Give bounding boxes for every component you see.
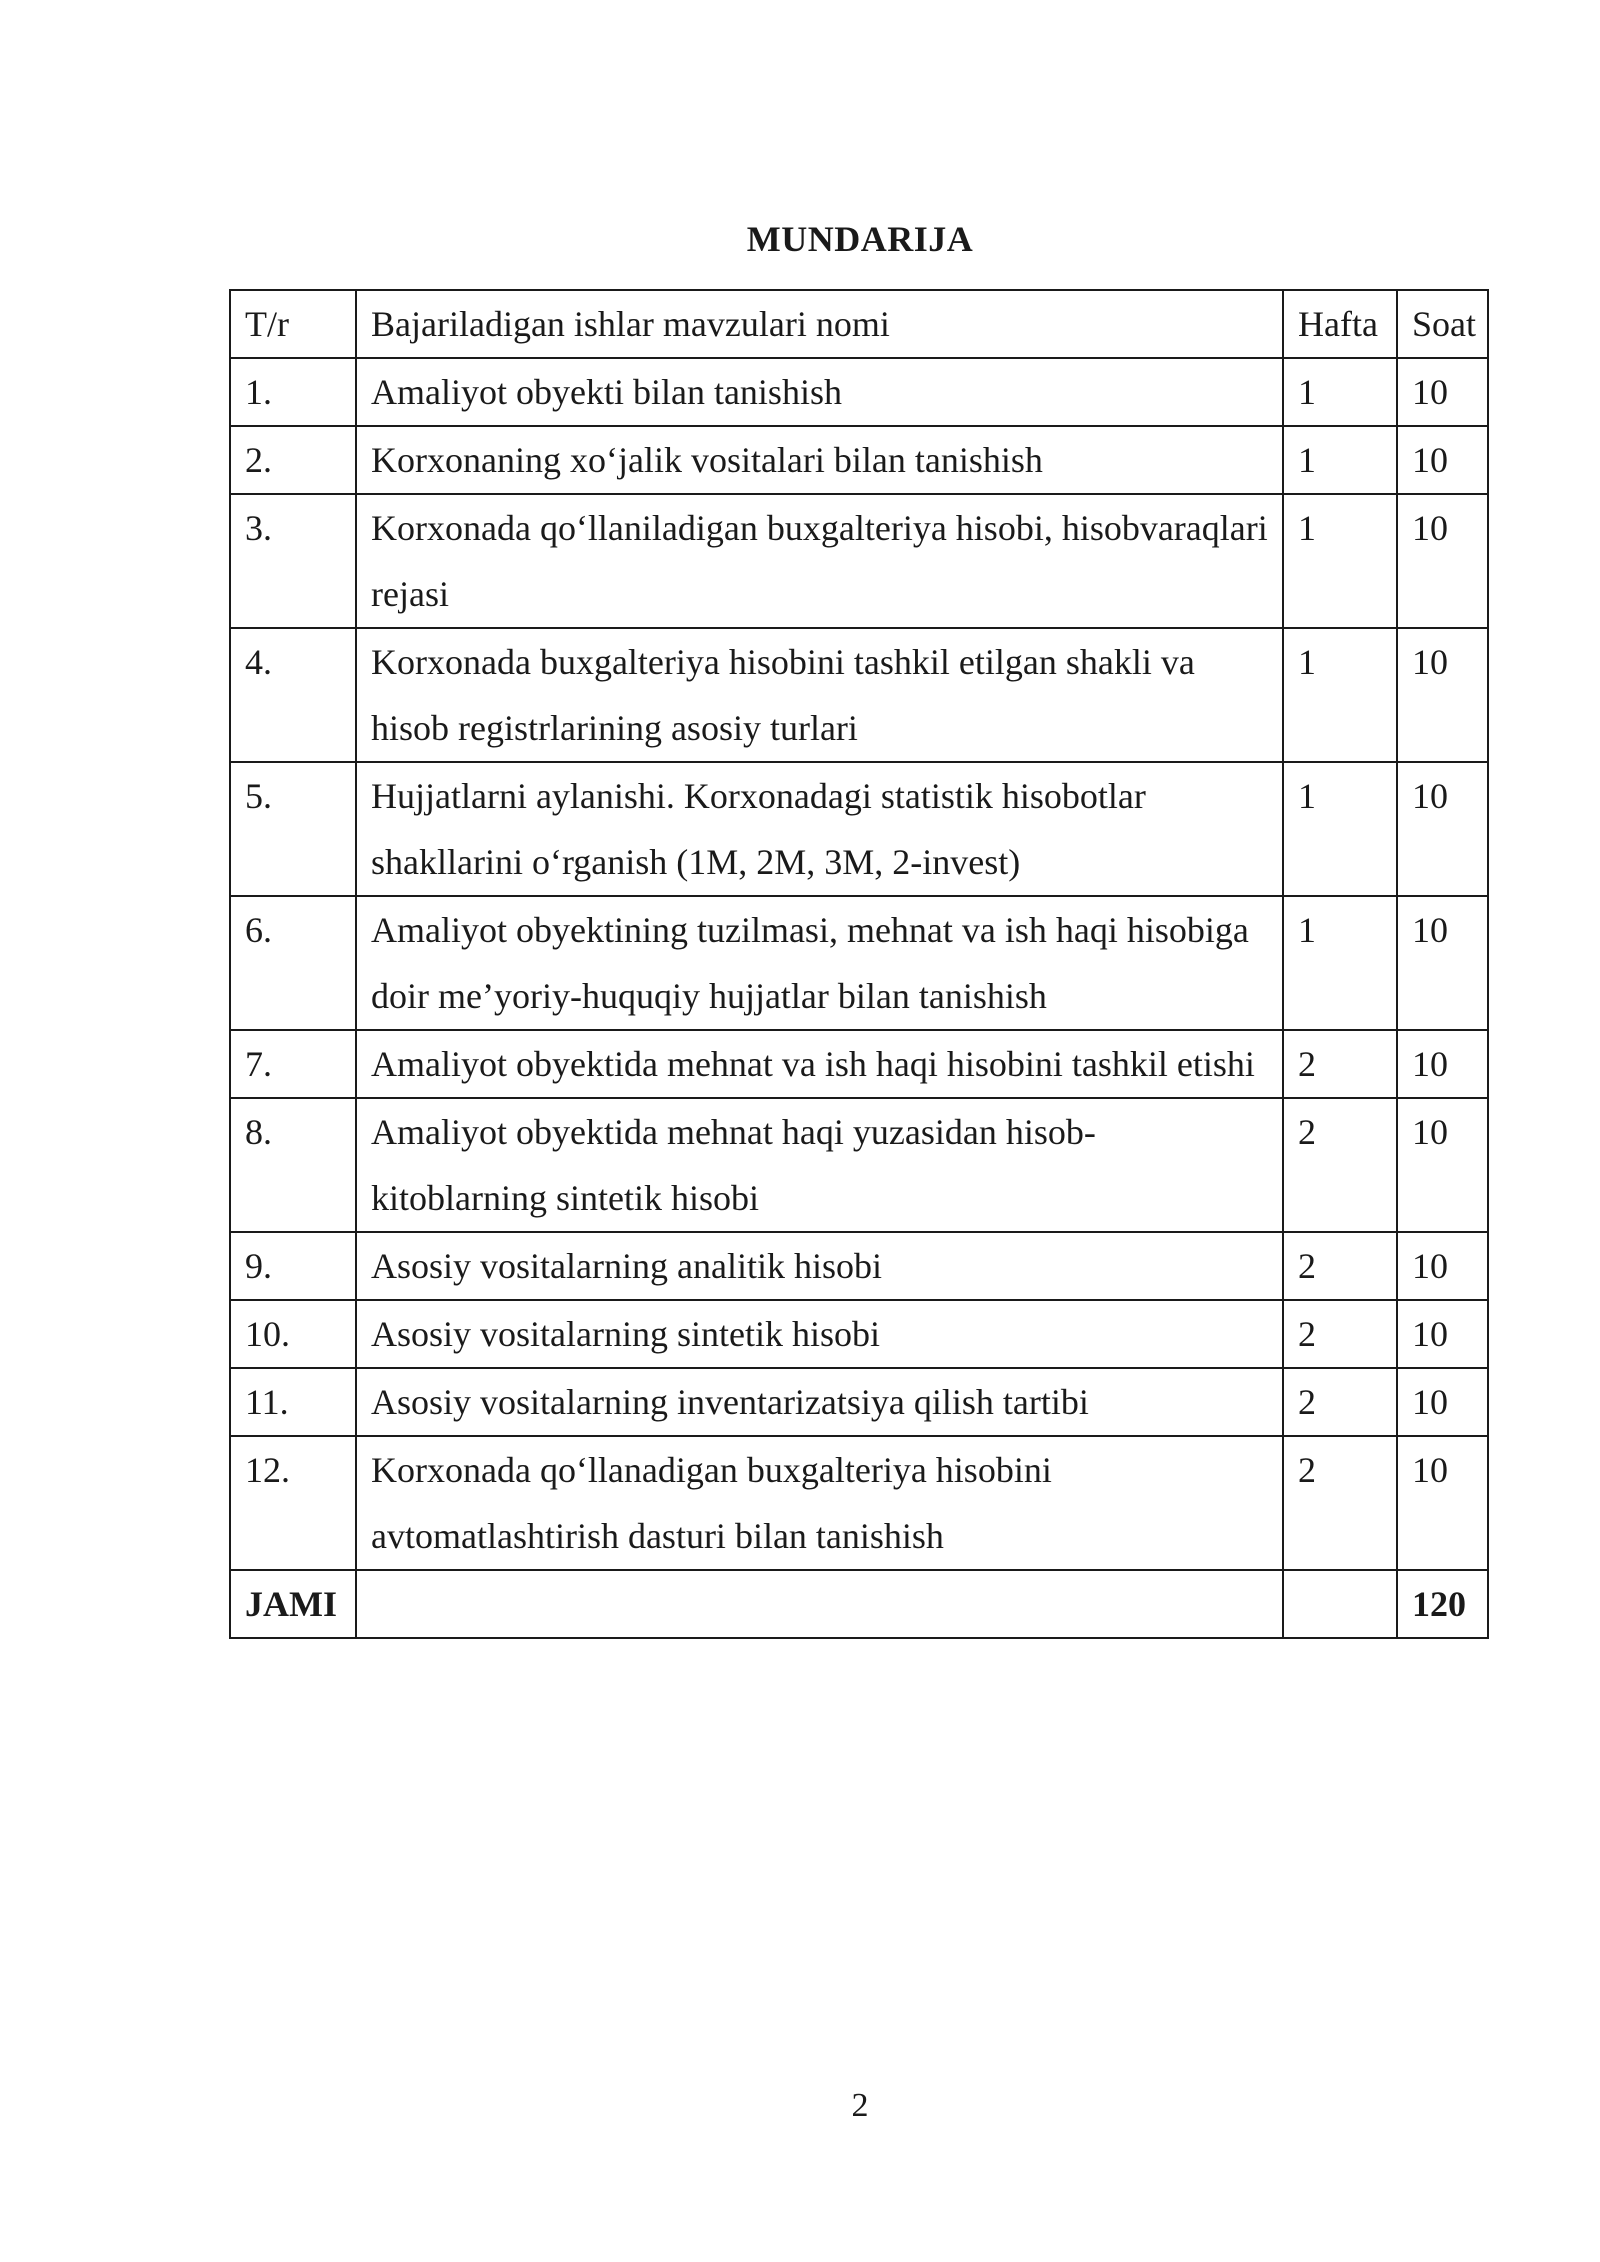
- row-topic: Asosiy vositalarning analitik hisobi: [356, 1232, 1283, 1300]
- page-title: MUNDARIJA: [746, 219, 974, 259]
- table-row: [230, 358, 1488, 426]
- row-number: 12.: [230, 1436, 356, 1570]
- row-week: 2: [1283, 1368, 1397, 1436]
- row-hours: 10: [1397, 358, 1488, 426]
- header-number: T/r: [230, 290, 356, 358]
- total-label: JAMI: [230, 1570, 356, 1638]
- row-number: 10.: [230, 1300, 356, 1368]
- table-row: [230, 1436, 1488, 1570]
- table-row: [230, 896, 1488, 1030]
- row-number: 9.: [230, 1232, 356, 1300]
- row-number: 6.: [230, 896, 356, 1030]
- row-hours: 10: [1397, 1098, 1488, 1232]
- row-topic: Amaliyot obyektining tuzilmasi, mehnat va ish haqi hisobiga doir me’yoriy-huquqiy hujjatlar bilan tanishish: [356, 896, 1283, 1030]
- row-week: 2: [1283, 1436, 1397, 1570]
- row-topic: Korxonada qo‘llaniladigan buxgalteriya hisobi, hisobvaraqlari rejasi: [356, 494, 1283, 628]
- row-number: 8.: [230, 1098, 356, 1232]
- row-number: 2.: [230, 426, 356, 494]
- row-week: 2: [1283, 1030, 1397, 1098]
- row-week: 2: [1283, 1300, 1397, 1368]
- total-hours: 120: [1397, 1570, 1488, 1638]
- row-topic: Amaliyot obyekti bilan tanishish: [356, 358, 1283, 426]
- row-week: 2: [1283, 1232, 1397, 1300]
- row-number: 3.: [230, 494, 356, 628]
- row-number: 1.: [230, 358, 356, 426]
- table-total-row: [230, 1570, 1488, 1638]
- row-topic: Asosiy vositalarning inventarizatsiya qilish tartibi: [356, 1368, 1283, 1436]
- row-week: 1: [1283, 896, 1397, 1030]
- row-hours: 10: [1397, 628, 1488, 762]
- contents-table: [229, 289, 1489, 1639]
- row-topic: Amaliyot obyektida mehnat va ish haqi hisobini tashkil etishi: [356, 1030, 1283, 1098]
- row-topic: Korxonaning xo‘jalik vositalari bilan tanishish: [356, 426, 1283, 494]
- table-row: [230, 1098, 1488, 1232]
- row-hours: 10: [1397, 1368, 1488, 1436]
- row-week: 1: [1283, 762, 1397, 896]
- table-row: [230, 426, 1488, 494]
- row-hours: 10: [1397, 1436, 1488, 1570]
- table-row: [230, 1300, 1488, 1368]
- row-week: 1: [1283, 358, 1397, 426]
- row-topic: Korxonada qo‘llanadigan buxgalteriya hisobini avtomatlashtirish dasturi bilan tanishish: [356, 1436, 1283, 1570]
- row-topic: Hujjatlarni aylanishi. Korxonadagi statistik hisobotlar shakllarini o‘rganish (1M, 2M, 3M, 2-invest): [356, 762, 1283, 896]
- table-row: [230, 1030, 1488, 1098]
- row-hours: 10: [1397, 896, 1488, 1030]
- row-hours: 10: [1397, 1300, 1488, 1368]
- row-topic: Korxonada buxgalteriya hisobini tashkil etilgan shakli va hisob registrlarining asosiy turlari: [356, 628, 1283, 762]
- table-row: [230, 762, 1488, 896]
- row-week: 1: [1283, 628, 1397, 762]
- total-week: [1283, 1570, 1397, 1638]
- table-row: [230, 1368, 1488, 1436]
- row-hours: 10: [1397, 1030, 1488, 1098]
- row-hours: 10: [1397, 494, 1488, 628]
- header-topic: Bajariladigan ishlar mavzulari nomi: [356, 290, 1283, 358]
- row-week: 1: [1283, 494, 1397, 628]
- row-number: 11.: [230, 1368, 356, 1436]
- header-hours: Soat: [1397, 290, 1488, 358]
- row-week: 2: [1283, 1098, 1397, 1232]
- table-row: [230, 628, 1488, 762]
- row-number: 5.: [230, 762, 356, 896]
- page-number: 2: [851, 2087, 869, 2124]
- row-week: 1: [1283, 426, 1397, 494]
- row-hours: 10: [1397, 762, 1488, 896]
- table-row: [230, 494, 1488, 628]
- row-topic: Amaliyot obyektida mehnat haqi yuzasidan hisob-kitoblarning sintetik hisobi: [356, 1098, 1283, 1232]
- total-topic: [356, 1570, 1283, 1638]
- table-row: [230, 1232, 1488, 1300]
- row-hours: 10: [1397, 1232, 1488, 1300]
- row-topic: Asosiy vositalarning sintetik hisobi: [356, 1300, 1283, 1368]
- row-number: 4.: [230, 628, 356, 762]
- row-hours: 10: [1397, 426, 1488, 494]
- header-week: Hafta: [1283, 290, 1397, 358]
- row-number: 7.: [230, 1030, 356, 1098]
- table-header-row: [230, 290, 1488, 358]
